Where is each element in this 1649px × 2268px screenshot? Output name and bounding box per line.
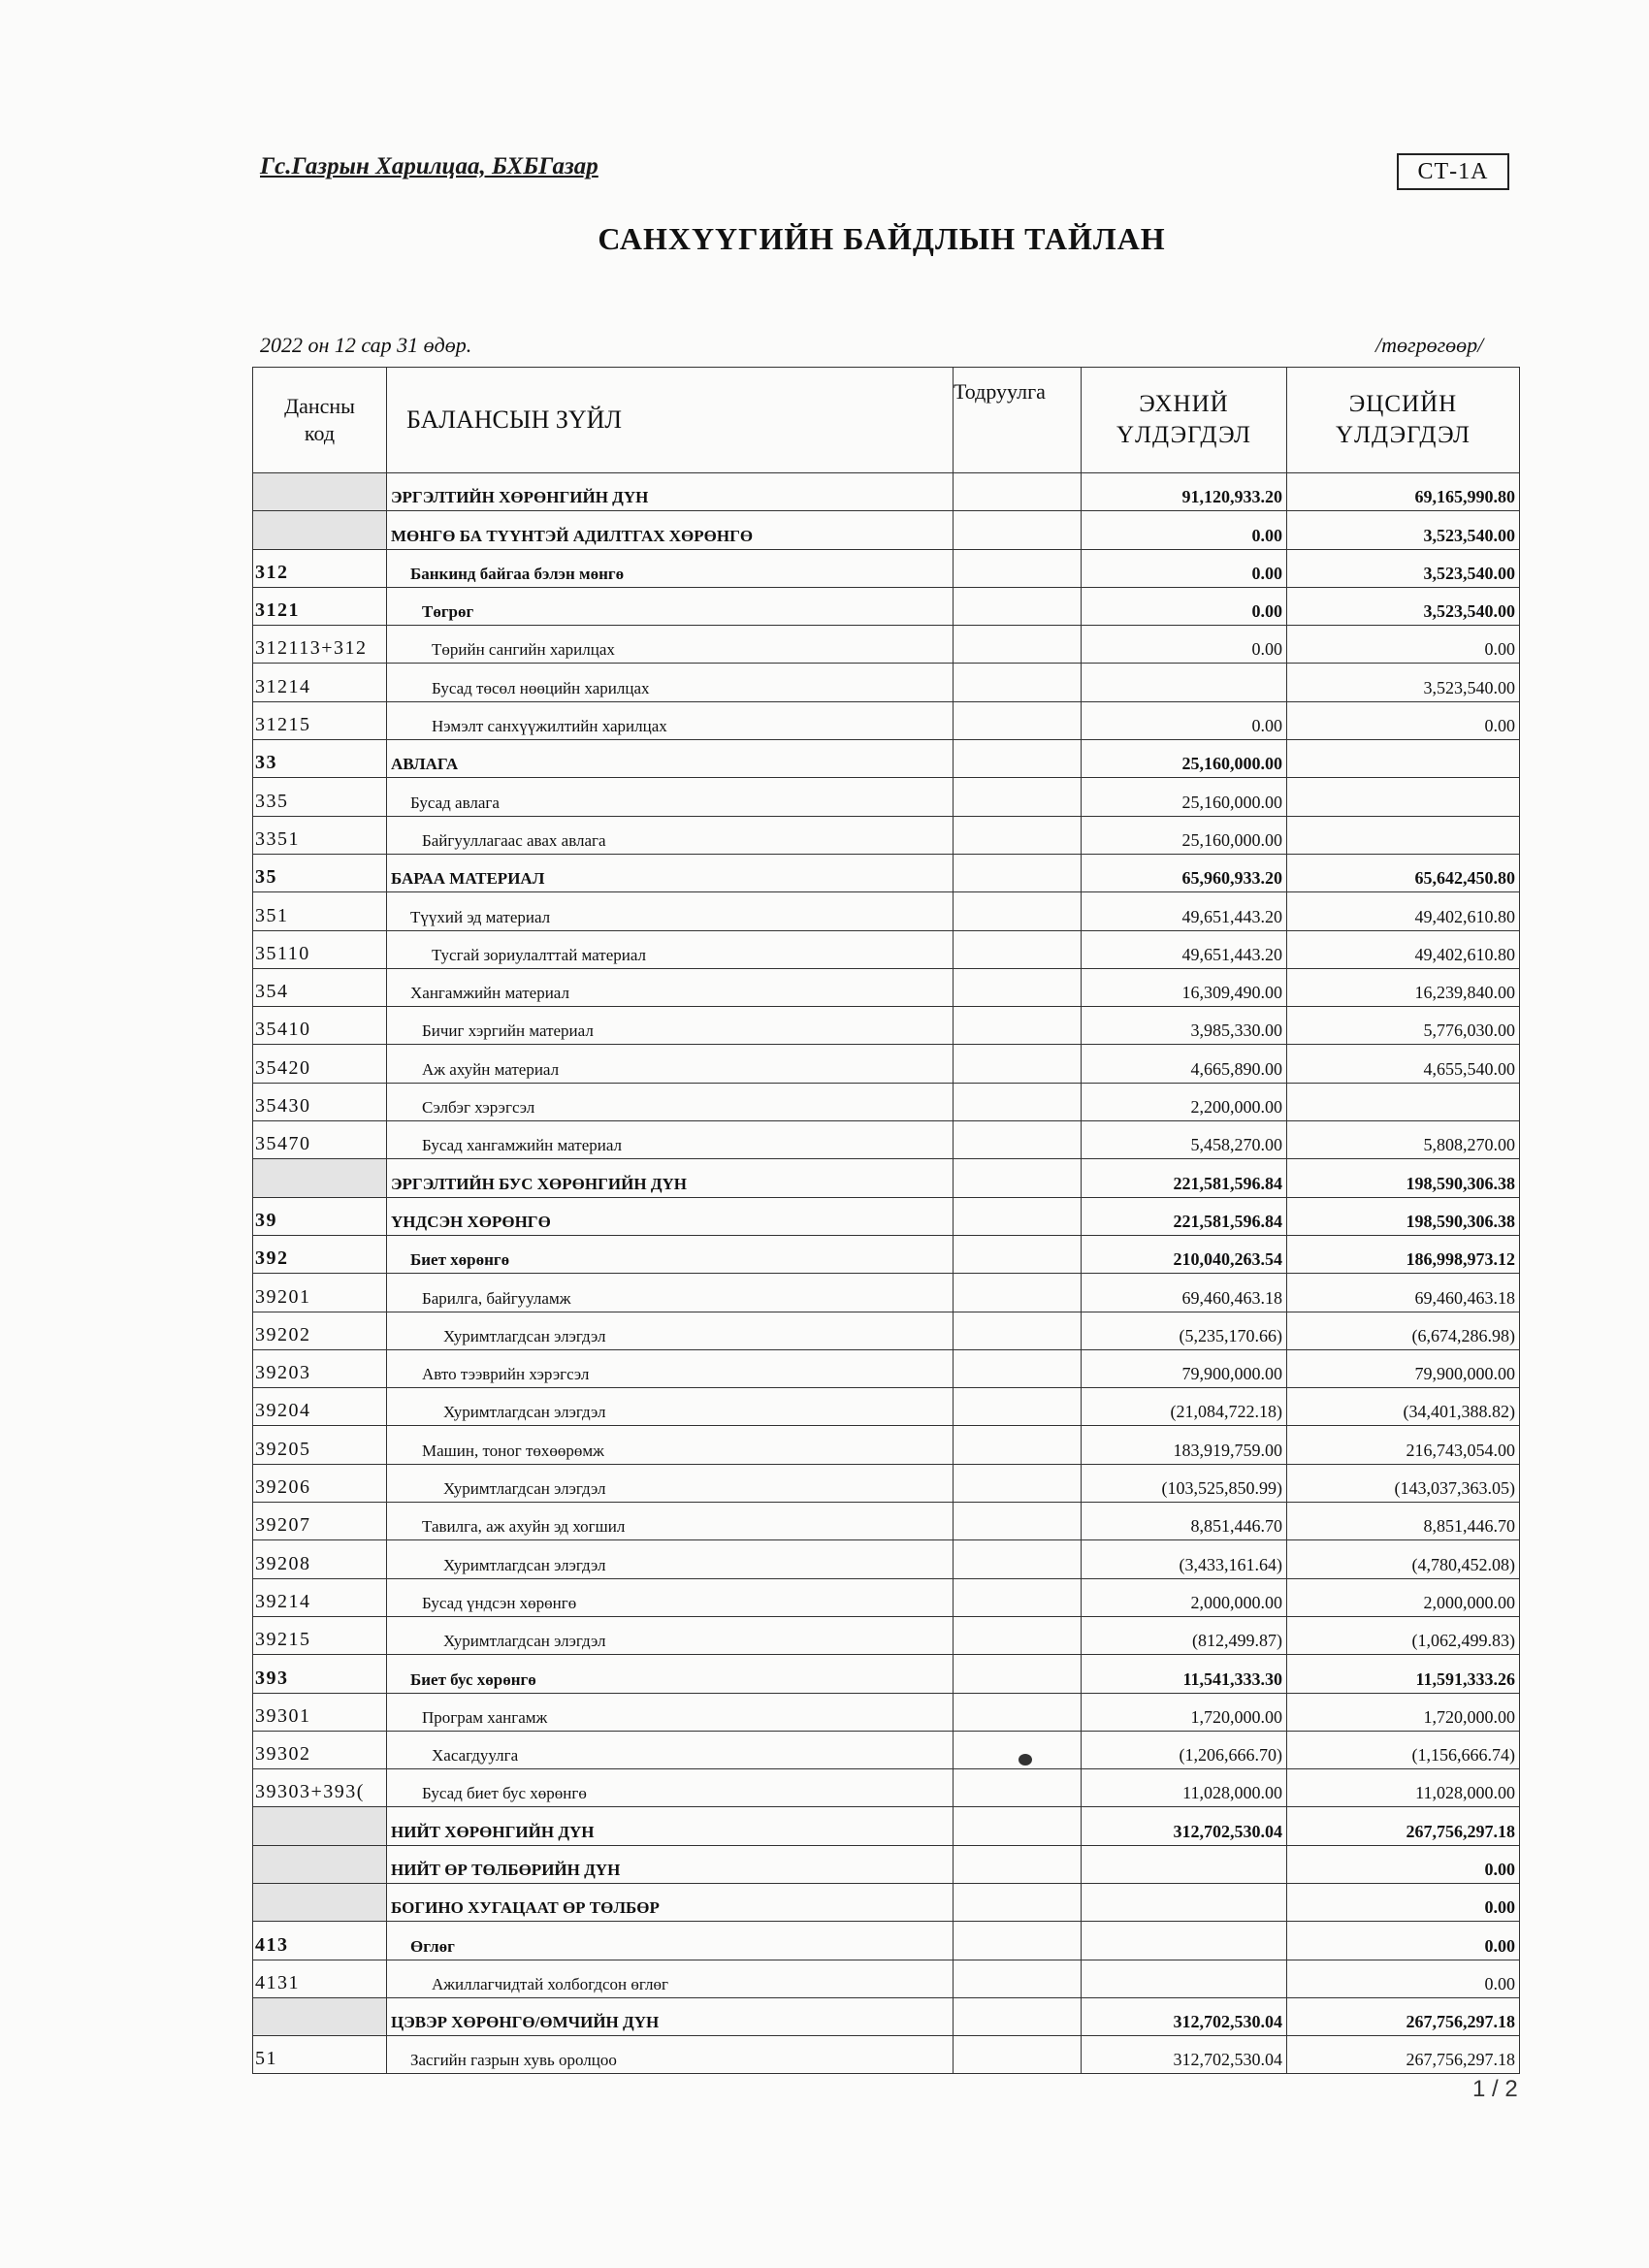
ending-balance-cell: 8,851,446.70: [1287, 1503, 1520, 1540]
beginning-balance-cell: (1,206,666.70): [1082, 1731, 1287, 1768]
beginning-balance-cell: 221,581,596.84: [1082, 1197, 1287, 1235]
balance-item-cell: Хангамжийн материал: [387, 968, 954, 1006]
account-code-cell: 392: [253, 1235, 387, 1273]
ending-balance-cell: 198,590,306.38: [1287, 1197, 1520, 1235]
beginning-balance-cell: 11,541,333.30: [1082, 1655, 1287, 1693]
table-body: [253, 473, 1520, 2074]
balance-item-cell: Засгийн газрын хувь оролцоо: [387, 2036, 954, 2074]
ending-balance-cell: 267,756,297.18: [1287, 1997, 1520, 2035]
ending-balance-cell: 3,523,540.00: [1287, 511, 1520, 549]
beginning-balance-cell: 25,160,000.00: [1082, 816, 1287, 854]
balance-item-cell: Аж ахуйн материал: [387, 1045, 954, 1083]
balance-item-cell: Бусад хангамжийн материал: [387, 1121, 954, 1159]
balance-item-cell: Байгууллагаас авах авлага: [387, 816, 954, 854]
beginning-balance-cell: (812,499.87): [1082, 1616, 1287, 1654]
table-row: [253, 1503, 1520, 1540]
table-row: [253, 930, 1520, 968]
note-cell: [954, 511, 1082, 549]
ending-balance-cell: 267,756,297.18: [1287, 1807, 1520, 1845]
beginning-balance-cell: 312,702,530.04: [1082, 1997, 1287, 2035]
note-cell: [954, 1083, 1082, 1120]
balance-item-cell: Хуримтлагдсан элэгдэл: [387, 1540, 954, 1578]
table-row: [253, 778, 1520, 816]
table-row: [253, 2036, 1520, 2074]
balance-item-cell: НИЙТ ӨР ТӨЛБӨРИЙН ДҮН: [387, 1845, 954, 1883]
account-code-cell: 35410: [253, 1007, 387, 1045]
table-row: [253, 1922, 1520, 1960]
report-date: 2022 он 12 сар 31 өдөр.: [260, 333, 472, 357]
note-cell: [954, 701, 1082, 739]
balance-item-cell: Хуримтлагдсан элэгдэл: [387, 1616, 954, 1654]
beginning-balance-cell: 65,960,933.20: [1082, 854, 1287, 891]
balance-item-cell: Тавилга, аж ахуйн эд хогшил: [387, 1503, 954, 1540]
beginning-balance-cell: 16,309,490.00: [1082, 968, 1287, 1006]
beginning-balance-cell: 49,651,443.20: [1082, 892, 1287, 930]
ending-balance-cell: 49,402,610.80: [1287, 892, 1520, 930]
table-row: [253, 549, 1520, 587]
account-code-cell: 39215: [253, 1616, 387, 1654]
table-row: [253, 1274, 1520, 1312]
form-code-box: СТ-1А: [1397, 153, 1509, 190]
beginning-balance-cell: 0.00: [1082, 701, 1287, 739]
ending-balance-cell: 11,028,000.00: [1287, 1769, 1520, 1807]
balance-item-cell: Бусад төсөл нөөцийн харилцах: [387, 664, 954, 701]
balance-item-cell: Хуримтлагдсан элэгдэл: [387, 1312, 954, 1349]
ending-balance-cell: [1287, 740, 1520, 778]
account-code-cell: [253, 1845, 387, 1883]
table-row: [253, 587, 1520, 625]
account-code-cell: 39301: [253, 1693, 387, 1731]
ending-balance-cell: 0.00: [1287, 1960, 1520, 1997]
table-row: [253, 892, 1520, 930]
balance-item-cell: Хуримтлагдсан элэгдэл: [387, 1464, 954, 1502]
column-header-beginning-balance-line1: ЭХНИЙ: [1139, 391, 1229, 417]
beginning-balance-cell: 0.00: [1082, 626, 1287, 664]
note-cell: [954, 664, 1082, 701]
note-cell: [954, 930, 1082, 968]
table-row: [253, 1616, 1520, 1654]
column-header-account-code-line1: Дансны: [284, 394, 355, 418]
note-cell: [954, 1655, 1082, 1693]
balance-item-cell: БОГИНО ХУГАЦААТ ӨР ТӨЛБӨР: [387, 1883, 954, 1921]
account-code-cell: 31215: [253, 701, 387, 739]
table-row: [253, 740, 1520, 778]
account-code-cell: 39201: [253, 1274, 387, 1312]
note-cell: [954, 968, 1082, 1006]
account-code-cell: 3351: [253, 816, 387, 854]
beginning-balance-cell: (3,433,161.64): [1082, 1540, 1287, 1578]
account-code-cell: 35420: [253, 1045, 387, 1083]
account-code-cell: 354: [253, 968, 387, 1006]
beginning-balance-cell: 221,581,596.84: [1082, 1159, 1287, 1197]
account-code-cell: 335: [253, 778, 387, 816]
note-cell: [954, 1883, 1082, 1921]
table-row: [253, 701, 1520, 739]
column-header-ending-balance-line1: ЭЦСИЙН: [1348, 391, 1458, 417]
account-code-cell: 35: [253, 854, 387, 891]
ending-balance-cell: (1,062,499.83): [1287, 1616, 1520, 1654]
table-row: [253, 1997, 1520, 2035]
balance-item-cell: Бусад биет бус хөрөнгө: [387, 1769, 954, 1807]
table-row: [253, 1159, 1520, 1197]
column-header-account-code-line2: код: [304, 421, 336, 445]
account-code-cell: [253, 473, 387, 511]
ending-balance-cell: (6,674,286.98): [1287, 1312, 1520, 1349]
column-header-beginning-balance: [1082, 368, 1287, 473]
note-cell: [954, 473, 1082, 511]
note-cell: [954, 1731, 1082, 1768]
ending-balance-cell: 186,998,973.12: [1287, 1235, 1520, 1273]
balance-item-cell: Түүхий эд материал: [387, 892, 954, 930]
note-cell: [954, 1121, 1082, 1159]
table-row: [253, 1655, 1520, 1693]
table-row: [253, 1769, 1520, 1807]
balance-item-cell: Хуримтлагдсан элэгдэл: [387, 1388, 954, 1426]
ending-balance-cell: 3,523,540.00: [1287, 664, 1520, 701]
balance-item-cell: Бусад үндсэн хөрөнгө: [387, 1578, 954, 1616]
note-cell: [954, 740, 1082, 778]
balance-item-cell: Хасагдуулга: [387, 1731, 954, 1768]
balance-item-cell: Биет бус хөрөнгө: [387, 1655, 954, 1693]
report-title: САНХҮҮГИЙН БАЙДЛЫН ТАЙЛАН: [598, 221, 1166, 256]
account-code-cell: 51: [253, 2036, 387, 2074]
beginning-balance-cell: [1082, 664, 1287, 701]
table-row: [253, 816, 1520, 854]
balance-item-cell: Биет хөрөнгө: [387, 1235, 954, 1273]
balance-item-cell: НИЙТ ХӨРӨНГИЙН ДҮН: [387, 1807, 954, 1845]
ending-balance-cell: (34,401,388.82): [1287, 1388, 1520, 1426]
note-cell: [954, 1349, 1082, 1387]
table-row: [253, 1845, 1520, 1883]
note-cell: [954, 1616, 1082, 1654]
ending-balance-cell: 3,523,540.00: [1287, 587, 1520, 625]
account-code-cell: 39202: [253, 1312, 387, 1349]
ending-balance-cell: 2,000,000.00: [1287, 1578, 1520, 1616]
beginning-balance-cell: 2,200,000.00: [1082, 1083, 1287, 1120]
beginning-balance-cell: (21,084,722.18): [1082, 1388, 1287, 1426]
table-row: [253, 1426, 1520, 1464]
note-cell: [954, 549, 1082, 587]
table-row: [253, 626, 1520, 664]
account-code-cell: 35430: [253, 1083, 387, 1120]
balance-item-cell: Сэлбэг хэрэгсэл: [387, 1083, 954, 1120]
balance-item-cell: Банкинд байгаа бэлэн мөнгө: [387, 549, 954, 587]
note-cell: [954, 1426, 1082, 1464]
beginning-balance-cell: [1082, 1922, 1287, 1960]
beginning-balance-cell: 11,028,000.00: [1082, 1769, 1287, 1807]
beginning-balance-cell: 3,985,330.00: [1082, 1007, 1287, 1045]
note-cell: [954, 2036, 1082, 2074]
note-cell: [954, 1235, 1082, 1273]
account-code-cell: 39: [253, 1197, 387, 1235]
table-row: [253, 1349, 1520, 1387]
beginning-balance-cell: 91,120,933.20: [1082, 473, 1287, 511]
account-code-cell: 39302: [253, 1731, 387, 1768]
note-cell: [954, 1503, 1082, 1540]
note-cell: [954, 1807, 1082, 1845]
note-cell: [954, 778, 1082, 816]
ending-balance-cell: [1287, 1083, 1520, 1120]
balance-item-cell: Төрийн сангийн харилцах: [387, 626, 954, 664]
balance-item-cell: МӨНГӨ БА ТҮҮНТЭЙ АДИЛТГАХ ХӨРӨНГӨ: [387, 511, 954, 549]
ending-balance-cell: 216,743,054.00: [1287, 1426, 1520, 1464]
account-code-cell: 39303+393(: [253, 1769, 387, 1807]
balance-item-cell: БАРАА МАТЕРИАЛ: [387, 854, 954, 891]
balance-item-cell: АВЛАГА: [387, 740, 954, 778]
ending-balance-cell: 65,642,450.80: [1287, 854, 1520, 891]
table-row: [253, 664, 1520, 701]
balance-item-cell: Машин, тоног төхөөрөмж: [387, 1426, 954, 1464]
ink-smudge: [1018, 1754, 1032, 1766]
beginning-balance-cell: 0.00: [1082, 587, 1287, 625]
table-header-row: [253, 368, 1520, 473]
ending-balance-cell: 49,402,610.80: [1287, 930, 1520, 968]
table-row: [253, 1007, 1520, 1045]
table-row: [253, 1693, 1520, 1731]
note-cell: [954, 1693, 1082, 1731]
balance-item-cell: ЭРГЭЛТИЙН ХӨРӨНГИЙН ДҮН: [387, 473, 954, 511]
beginning-balance-cell: 312,702,530.04: [1082, 1807, 1287, 1845]
ending-balance-cell: 198,590,306.38: [1287, 1159, 1520, 1197]
account-code-cell: 3121: [253, 587, 387, 625]
ending-balance-cell: [1287, 816, 1520, 854]
beginning-balance-cell: 79,900,000.00: [1082, 1349, 1287, 1387]
ending-balance-cell: (1,156,666.74): [1287, 1731, 1520, 1768]
beginning-balance-cell: (103,525,850.99): [1082, 1464, 1287, 1502]
note-cell: [954, 816, 1082, 854]
table-row: [253, 1312, 1520, 1349]
balance-item-cell: Тусгай зориулалттай материал: [387, 930, 954, 968]
note-cell: [954, 1997, 1082, 2035]
beginning-balance-cell: 2,000,000.00: [1082, 1578, 1287, 1616]
ending-balance-cell: 5,808,270.00: [1287, 1121, 1520, 1159]
note-cell: [954, 1007, 1082, 1045]
account-code-cell: 413: [253, 1922, 387, 1960]
beginning-balance-cell: [1082, 1960, 1287, 1997]
beginning-balance-cell: 4,665,890.00: [1082, 1045, 1287, 1083]
beginning-balance-cell: [1082, 1845, 1287, 1883]
ending-balance-cell: 11,591,333.26: [1287, 1655, 1520, 1693]
balance-item-cell: Барилга, байгууламж: [387, 1274, 954, 1312]
note-cell: [954, 1159, 1082, 1197]
balance-item-cell: Ажиллагчидтай холбогдсон өглөг: [387, 1960, 954, 1997]
ending-balance-cell: [1287, 778, 1520, 816]
beginning-balance-cell: 5,458,270.00: [1082, 1121, 1287, 1159]
ending-balance-cell: 0.00: [1287, 1922, 1520, 1960]
beginning-balance-cell: 25,160,000.00: [1082, 778, 1287, 816]
note-cell: [954, 1274, 1082, 1312]
account-code-cell: [253, 1883, 387, 1921]
account-code-cell: 393: [253, 1655, 387, 1693]
note-cell: [954, 1464, 1082, 1502]
table-row: [253, 1045, 1520, 1083]
note-cell: [954, 1922, 1082, 1960]
ending-balance-cell: 69,460,463.18: [1287, 1274, 1520, 1312]
account-code-cell: [253, 1807, 387, 1845]
balance-item-cell: ЭРГЭЛТИЙН БУС ХӨРӨНГИЙН ДҮН: [387, 1159, 954, 1197]
table-row: [253, 1883, 1520, 1921]
ending-balance-cell: 3,523,540.00: [1287, 549, 1520, 587]
account-code-cell: 39214: [253, 1578, 387, 1616]
ending-balance-cell: 1,720,000.00: [1287, 1693, 1520, 1731]
currency-unit: /төгрөгөөр/: [1375, 333, 1484, 357]
table-row: [253, 1807, 1520, 1845]
beginning-balance-cell: 0.00: [1082, 511, 1287, 549]
account-code-cell: 39206: [253, 1464, 387, 1502]
column-header-ending-balance: [1287, 368, 1520, 473]
table-row: [253, 1388, 1520, 1426]
account-code-cell: 4131: [253, 1960, 387, 1997]
account-code-cell: 351: [253, 892, 387, 930]
beginning-balance-cell: 312,702,530.04: [1082, 2036, 1287, 2074]
account-code-cell: 39208: [253, 1540, 387, 1578]
balance-item-cell: ҮНДСЭН ХӨРӨНГӨ: [387, 1197, 954, 1235]
ending-balance-cell: 4,655,540.00: [1287, 1045, 1520, 1083]
account-code-cell: 39205: [253, 1426, 387, 1464]
beginning-balance-cell: [1082, 1883, 1287, 1921]
note-cell: [954, 1769, 1082, 1807]
column-header-account-code: [253, 368, 387, 473]
ending-balance-cell: (4,780,452.08): [1287, 1540, 1520, 1578]
account-code-cell: 39207: [253, 1503, 387, 1540]
account-code-cell: [253, 1997, 387, 2035]
balance-item-cell: ЦЭВЭР ХӨРӨНГӨ/ӨМЧИЙН ДҮН: [387, 1997, 954, 2035]
ending-balance-cell: 0.00: [1287, 1883, 1520, 1921]
note-cell: [954, 892, 1082, 930]
ending-balance-cell: 0.00: [1287, 701, 1520, 739]
note-cell: [954, 626, 1082, 664]
column-header-beginning-balance-line2: ҮЛДЭГДЭЛ: [1116, 422, 1251, 448]
note-cell: [954, 1845, 1082, 1883]
beginning-balance-cell: 210,040,263.54: [1082, 1235, 1287, 1273]
beginning-balance-cell: (5,235,170.66): [1082, 1312, 1287, 1349]
account-code-cell: 33: [253, 740, 387, 778]
balance-sheet-table: [252, 367, 1520, 2074]
note-cell: [954, 1578, 1082, 1616]
beginning-balance-cell: 69,460,463.18: [1082, 1274, 1287, 1312]
ending-balance-cell: 267,756,297.18: [1287, 2036, 1520, 2074]
balance-item-cell: Бусад авлага: [387, 778, 954, 816]
ending-balance-cell: 5,776,030.00: [1287, 1007, 1520, 1045]
table-row: [253, 1731, 1520, 1768]
table-row: [253, 1960, 1520, 1997]
account-code-cell: 312: [253, 549, 387, 587]
beginning-balance-cell: 0.00: [1082, 549, 1287, 587]
page-number: 1 / 2: [1472, 2076, 1518, 2102]
balance-item-cell: Төгрөг: [387, 587, 954, 625]
note-cell: [954, 1388, 1082, 1426]
table-row: [253, 1464, 1520, 1502]
account-code-cell: 39203: [253, 1349, 387, 1387]
table-row: [253, 1578, 1520, 1616]
column-header-balance-item: БАЛАНСЫН ЗҮЙЛ: [387, 368, 954, 473]
table-row: [253, 473, 1520, 511]
beginning-balance-cell: 183,919,759.00: [1082, 1426, 1287, 1464]
table-row: [253, 511, 1520, 549]
column-header-ending-balance-line2: ҮЛДЭГДЭЛ: [1335, 422, 1471, 448]
table-row: [253, 968, 1520, 1006]
account-code-cell: 31214: [253, 664, 387, 701]
account-code-cell: 35110: [253, 930, 387, 968]
ending-balance-cell: 0.00: [1287, 1845, 1520, 1883]
table-row: [253, 1540, 1520, 1578]
beginning-balance-cell: 8,851,446.70: [1082, 1503, 1287, 1540]
note-cell: [954, 1960, 1082, 1997]
note-cell: [954, 1540, 1082, 1578]
account-code-cell: 35470: [253, 1121, 387, 1159]
ending-balance-cell: 69,165,990.80: [1287, 473, 1520, 511]
account-code-cell: 312113+312: [253, 626, 387, 664]
column-header-note: Тодруулга: [954, 368, 1082, 473]
beginning-balance-cell: 25,160,000.00: [1082, 740, 1287, 778]
balance-item-cell: Нэмэлт санхүүжилтийн харилцах: [387, 701, 954, 739]
note-cell: [954, 1045, 1082, 1083]
table-row: [253, 1197, 1520, 1235]
table-row: [253, 1083, 1520, 1120]
table-row: [253, 1235, 1520, 1273]
note-cell: [954, 1197, 1082, 1235]
beginning-balance-cell: 49,651,443.20: [1082, 930, 1287, 968]
note-cell: [954, 587, 1082, 625]
ending-balance-cell: 16,239,840.00: [1287, 968, 1520, 1006]
ending-balance-cell: (143,037,363.05): [1287, 1464, 1520, 1502]
balance-item-cell: Авто тээврийн хэрэгсэл: [387, 1349, 954, 1387]
ending-balance-cell: 79,900,000.00: [1287, 1349, 1520, 1387]
balance-item-cell: Бичиг хэргийн материал: [387, 1007, 954, 1045]
balance-item-cell: Өглөг: [387, 1922, 954, 1960]
note-cell: [954, 854, 1082, 891]
account-code-cell: [253, 511, 387, 549]
organization-name: Гс.Газрын Харилцаа, БХБГазар: [260, 153, 598, 179]
ending-balance-cell: 0.00: [1287, 626, 1520, 664]
account-code-cell: [253, 1159, 387, 1197]
table-row: [253, 1121, 1520, 1159]
beginning-balance-cell: 1,720,000.00: [1082, 1693, 1287, 1731]
table-row: [253, 854, 1520, 891]
account-code-cell: 39204: [253, 1388, 387, 1426]
balance-item-cell: Програм хангамж: [387, 1693, 954, 1731]
note-cell: [954, 1312, 1082, 1349]
